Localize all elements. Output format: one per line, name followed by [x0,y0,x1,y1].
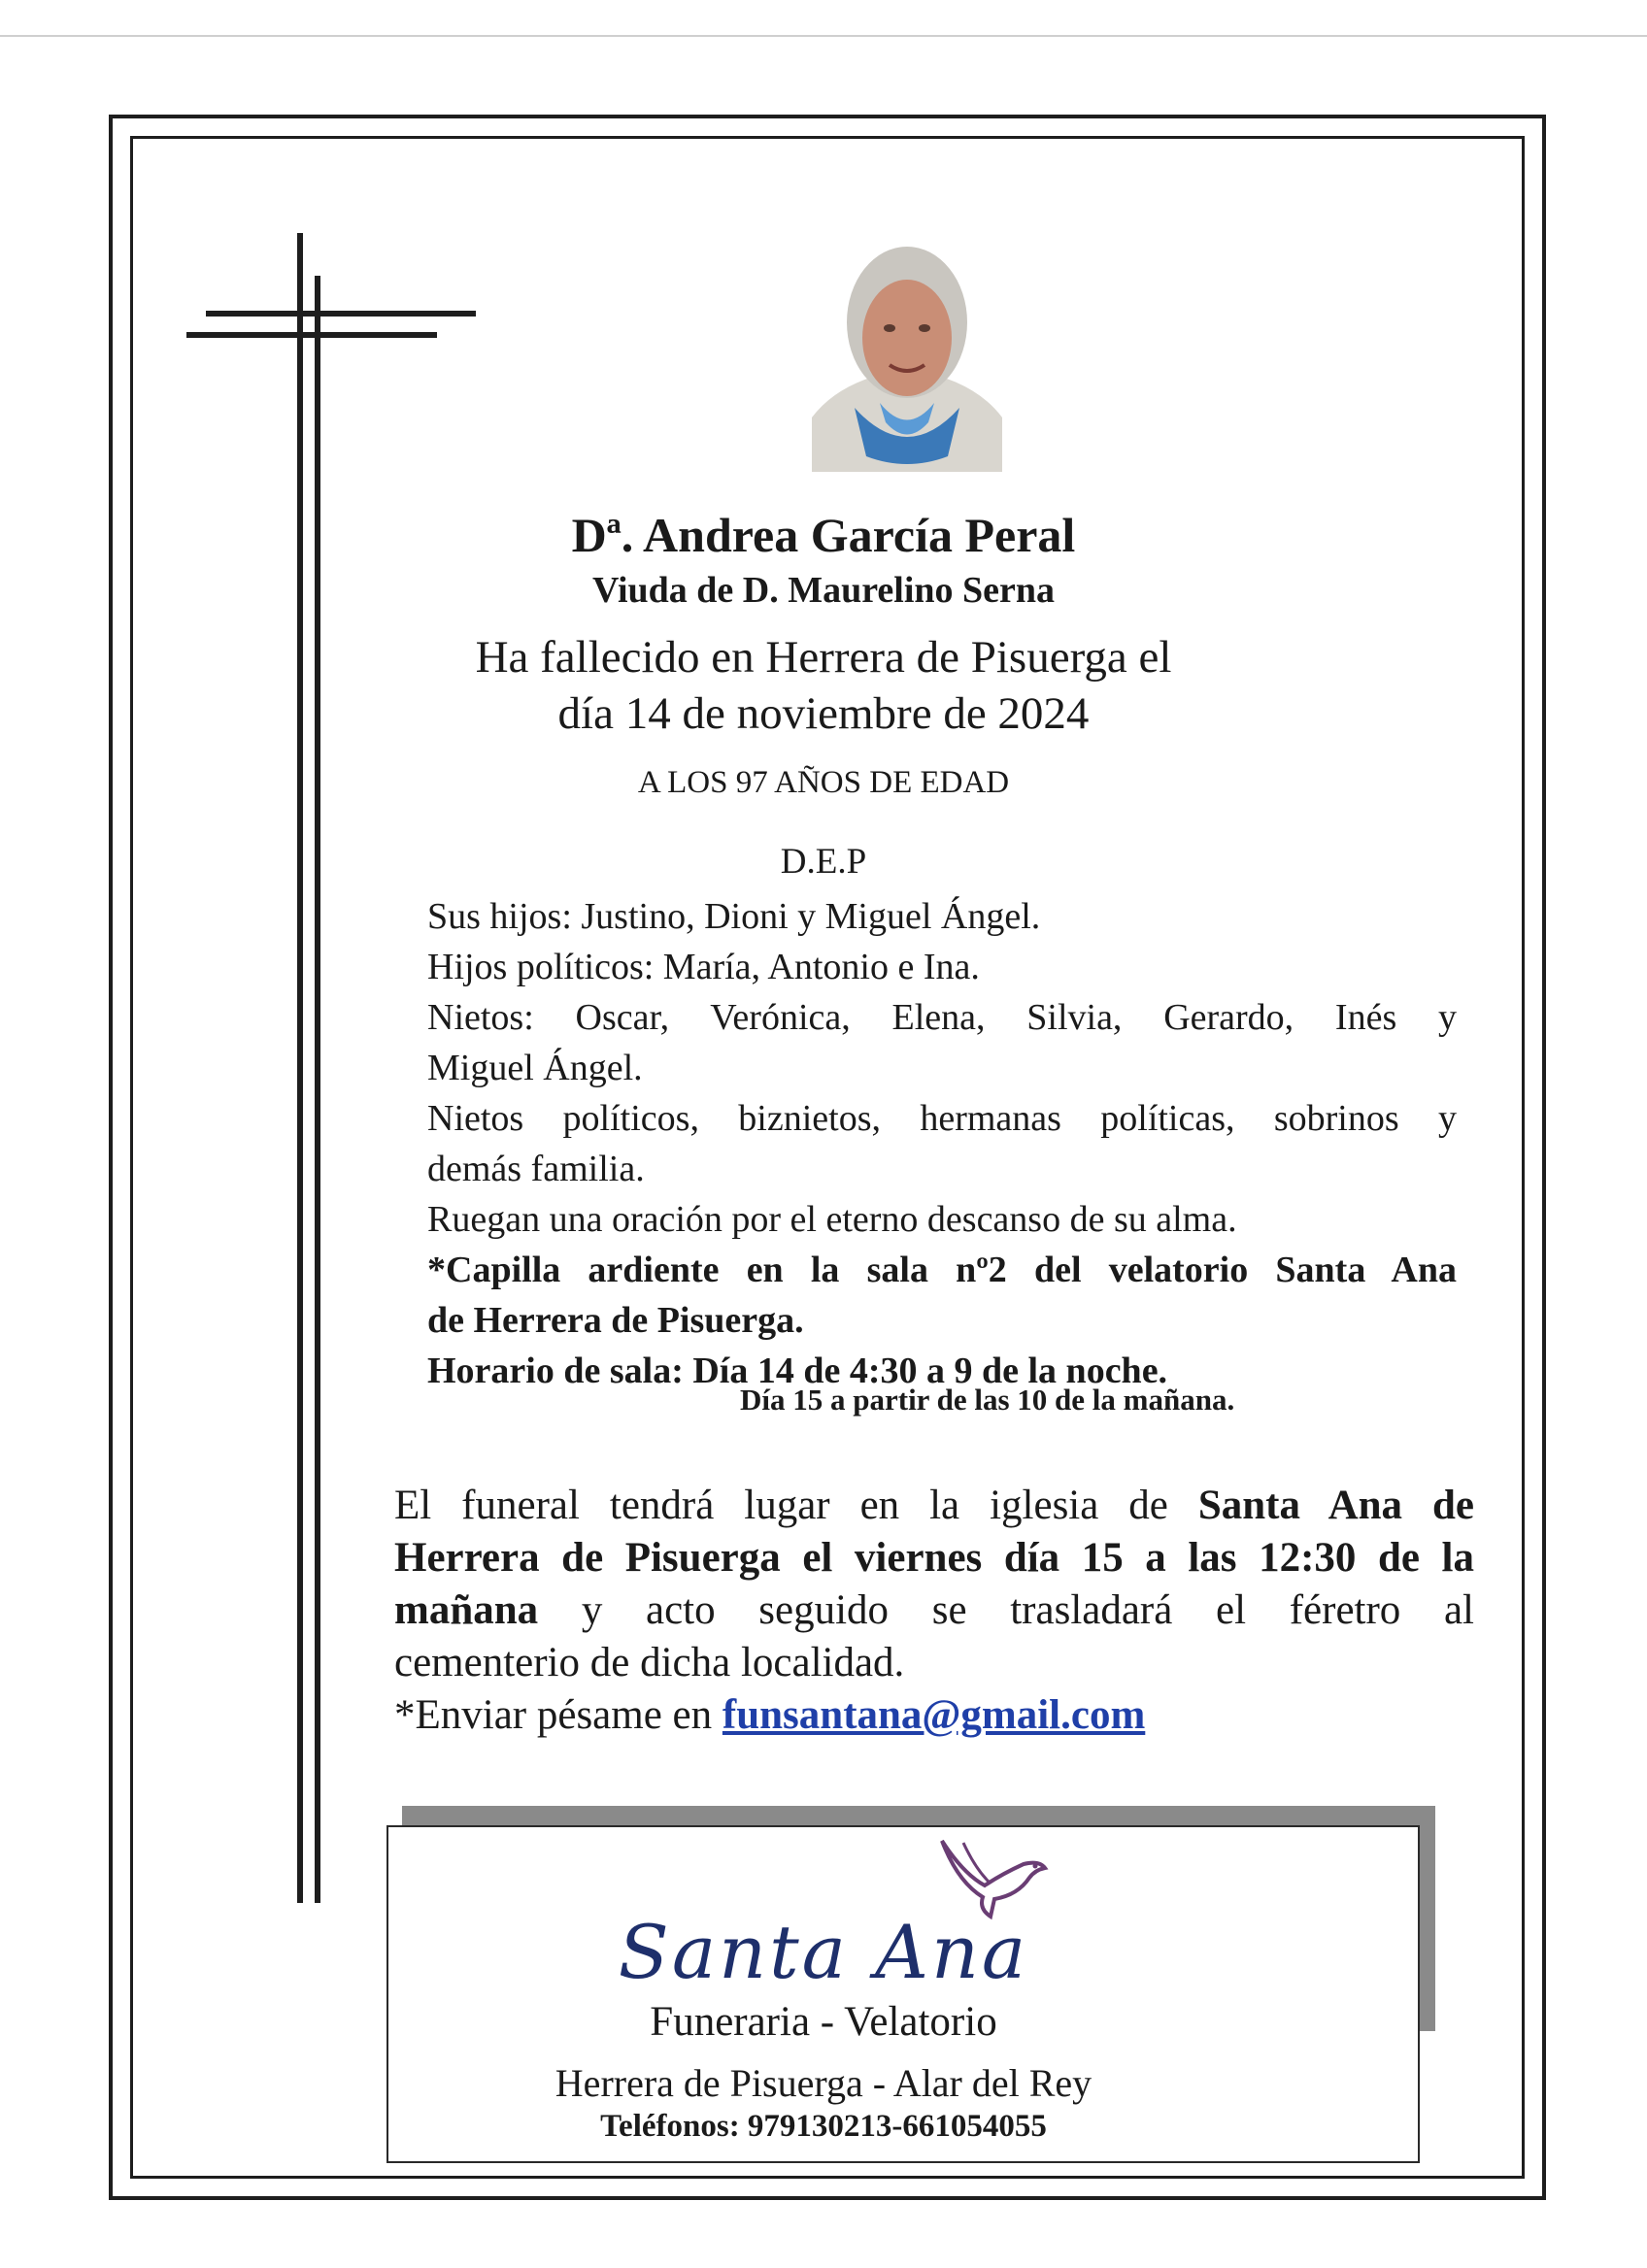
condolence-line: *Enviar pésame en funsantana@gmail.com [394,1692,1146,1738]
dep-line: D.E.P [780,842,867,882]
deceased-name: Dª. Andrea García Peral [571,508,1076,562]
services-line: Funeraria - Velatorio [650,1999,997,2045]
widow-line: Viuda de D. Maurelino Serna [591,570,1056,611]
portrait-photo [812,214,1002,472]
funeral-line-1: El funeral tendrá lugar en la iglesia de Santa Ana de [394,1483,1474,1528]
brand-logo: Santa Ana [618,1909,1029,1995]
funeral-section [394,1480,1474,1742]
sons-line: Sus hijos: Justino, Dioni y Miguel Ángel. [427,896,1041,937]
chapel-line-cont: de Herrera de Pisuerga. [427,1300,804,1341]
other-family-line: Nietos políticos, biznietos, hermanas políticas, sobrinos y [427,1098,1457,1139]
other-family-line-cont: demás familia. [427,1149,645,1189]
in-laws-line: Hijos políticos: María, Antonio e Ina. [427,947,980,987]
email-link[interactable]: funsantana@gmail.com [722,1692,1146,1738]
locations-line: Herrera de Pisuerga - Alar del Rey [555,2061,1092,2105]
funeral-line-4: cementerio de dicha localidad. [394,1640,905,1685]
death-line-1: Ha fallecido en Herrera de Pisuerga el [475,632,1172,683]
family-section [427,891,1457,1396]
prayer-line: Ruegan una oración por el eterno descanso de su alma. [427,1199,1237,1240]
death-date: día 14 de noviembre de 2024 [557,688,1090,739]
grandchildren-line-cont: Miguel Ángel. [427,1048,643,1088]
chapel-line: *Capilla ardiente en la sala nº2 del velatorio Santa Ana [427,1250,1457,1290]
scan-top-edge [0,35,1647,37]
funeral-line-3: mañana y acto seguido se trasladará el féretro al [394,1587,1474,1633]
phones-line: Teléfonos: 979130213-661054055 [600,2109,1047,2144]
grandchildren-line: Nietos: Oscar, Verónica, Elena, Silvia, Gerardo, Inés y [427,997,1457,1038]
age-line: A LOS 97 AÑOS DE EDAD [637,765,1010,800]
hours-line: Horario de sala: Día 14 de 4:30 a 9 de la noche. [427,1351,1168,1391]
hours-line-2: Día 15 a partir de las 10 de la mañana. [740,1383,1235,1417]
funeral-line-2: Herrera de Pisuerga el viernes día 15 a las 12:30 de la [394,1535,1474,1581]
